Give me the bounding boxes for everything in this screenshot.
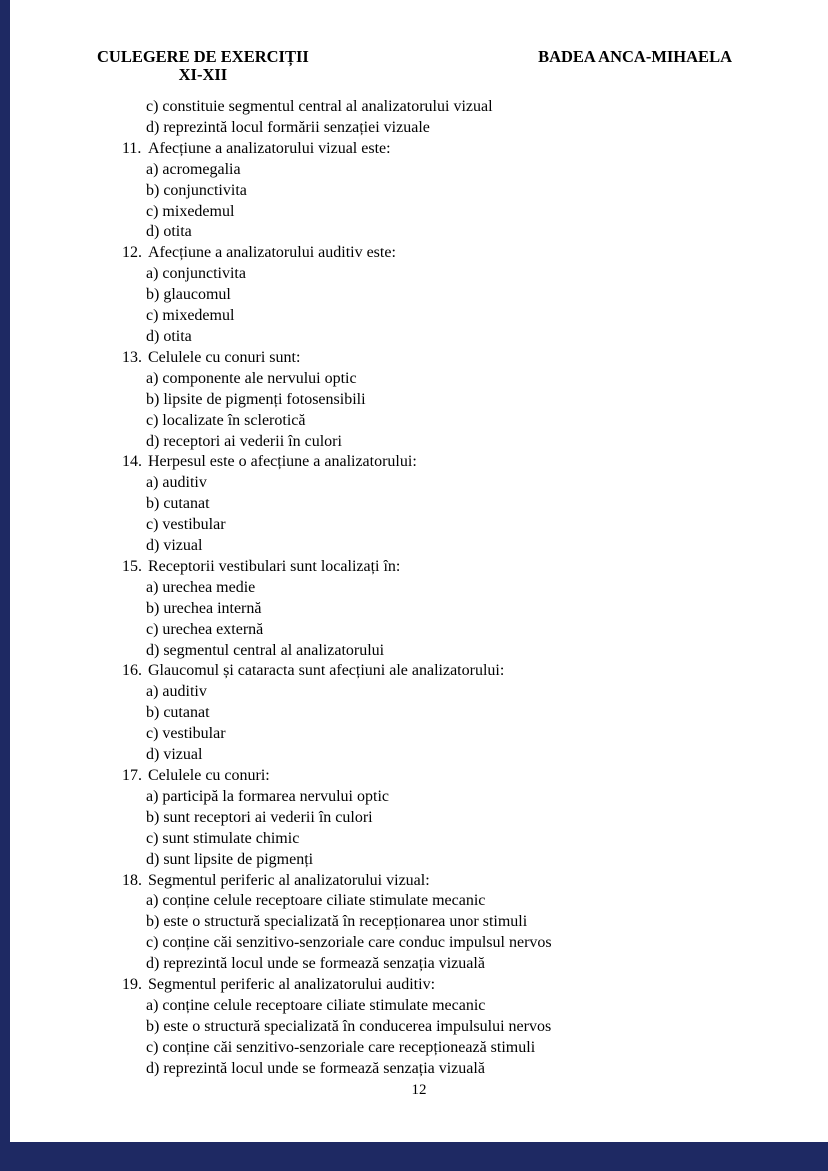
question-text: Receptorii vestibulari sunt localizați în: bbox=[148, 557, 401, 575]
question-text: Glaucomul și cataracta sunt afecțiuni ale analizatorului: bbox=[148, 662, 505, 680]
question-text: Segmentul periferic al analizatorului vizual: bbox=[148, 871, 430, 889]
answer-option: c) sunt stimulate chimic bbox=[146, 829, 300, 847]
question-stem bbox=[122, 348, 808, 369]
answer-option: b) glaucomul bbox=[146, 286, 231, 304]
answer-option: c) urechea externă bbox=[146, 620, 264, 638]
question-text: Celulele cu conuri sunt: bbox=[148, 348, 301, 366]
answer-option: d) vizual bbox=[146, 746, 203, 764]
answer-option: c) localizate în sclerotică bbox=[146, 411, 306, 429]
answer-option: c) conține căi senzitivo-senzoriale care conduc impulsul nervos bbox=[146, 934, 552, 952]
answer-option: d) reprezintă locul unde se formează senzația vizuală bbox=[146, 1059, 485, 1077]
question-stem bbox=[122, 452, 808, 473]
answer-option: b) lipsite de pigmenți fotosensibili bbox=[146, 390, 366, 408]
answer-option: b) cutanat bbox=[146, 704, 210, 722]
answer-option: b) cutanat bbox=[146, 495, 210, 513]
answer-option: c) mixedemul bbox=[146, 202, 235, 220]
answer-option: b) urechea internă bbox=[146, 599, 262, 617]
answer-option: d) segmentul central al analizatorului bbox=[146, 641, 385, 659]
page-header bbox=[97, 48, 732, 84]
question-number: 12. bbox=[122, 244, 142, 262]
answer-option: d) reprezintă locul unde se formează senzația vizuală bbox=[146, 955, 485, 973]
question-stem bbox=[122, 975, 808, 996]
question-stem bbox=[122, 661, 808, 682]
answer-option: d) otita bbox=[146, 223, 192, 241]
question-text: Afecțiune a analizatorului auditiv este: bbox=[148, 244, 396, 262]
question-number: 17. bbox=[122, 767, 142, 784]
question-stem bbox=[122, 557, 808, 578]
question-text: Celulele cu conuri: bbox=[148, 767, 270, 784]
question-stem bbox=[122, 139, 808, 160]
question-number: 13. bbox=[122, 348, 142, 366]
question-number: 16. bbox=[122, 662, 142, 680]
question-number: 19. bbox=[122, 976, 142, 994]
document-page bbox=[10, 0, 828, 1142]
answer-option: b) sunt receptori ai vederii în culori bbox=[146, 808, 373, 826]
answer-option: a) auditiv bbox=[146, 683, 207, 701]
question-text: Afecțiune a analizatorului vizual este: bbox=[148, 139, 391, 157]
answer-option: a) conține celule receptoare ciliate stimulate mecanic bbox=[146, 996, 486, 1014]
question-list bbox=[122, 97, 808, 1080]
answer-option: c) vestibular bbox=[146, 516, 226, 534]
answer-option: d) sunt lipsite de pigmenți bbox=[146, 850, 314, 868]
answer-option: d) receptori ai vederii în culori bbox=[146, 432, 342, 450]
question-stem bbox=[122, 871, 808, 892]
question-number: 18. bbox=[122, 871, 142, 889]
answer-option: a) acromegalia bbox=[146, 160, 241, 178]
answer-option: a) urechea medie bbox=[146, 578, 256, 596]
page-number: 12 bbox=[411, 1082, 427, 1098]
book-title-block bbox=[97, 48, 309, 84]
question-number: 15. bbox=[122, 557, 142, 575]
answer-option: b) este o structură specializată în recepționarea unor stimuli bbox=[146, 913, 528, 931]
answer-option: a) conține celule receptoare ciliate stimulate mecanic bbox=[146, 892, 486, 910]
question-number: 11. bbox=[122, 139, 142, 157]
answer-option: c) vestibular bbox=[146, 725, 226, 743]
answer-option: a) participă la formarea nervului optic bbox=[146, 787, 389, 805]
question-stem bbox=[122, 243, 808, 264]
book-subtitle: XI-XII bbox=[178, 65, 228, 84]
question-number: 14. bbox=[122, 453, 142, 471]
answer-option: a) conjunctivita bbox=[146, 265, 246, 283]
answer-option: d) reprezintă locul formării senzației vizuale bbox=[146, 118, 430, 136]
answer-option: c) constituie segmentul central al analizatorului vizual bbox=[146, 98, 493, 115]
book-title: CULEGERE DE EXERCIȚII bbox=[97, 47, 309, 66]
answer-option: a) auditiv bbox=[146, 474, 207, 492]
question-stem bbox=[122, 766, 808, 787]
answer-option: b) conjunctivita bbox=[146, 181, 247, 199]
question-text: Herpesul este o afecțiune a analizatorului: bbox=[148, 453, 417, 471]
answer-option: b) este o structură specializată în conducerea impulsului nervos bbox=[146, 1017, 552, 1035]
answer-option: a) componente ale nervului optic bbox=[146, 369, 357, 387]
answer-option: c) conține căi senzitivo-senzoriale care recepționează stimuli bbox=[146, 1038, 536, 1056]
answer-option: d) otita bbox=[146, 327, 192, 345]
question-text: Segmentul periferic al analizatorului auditiv: bbox=[148, 976, 436, 994]
answer-option: c) mixedemul bbox=[146, 307, 235, 325]
author-name: BADEA ANCA-MIHAELA bbox=[538, 47, 732, 66]
answer-option: d) vizual bbox=[146, 537, 203, 555]
